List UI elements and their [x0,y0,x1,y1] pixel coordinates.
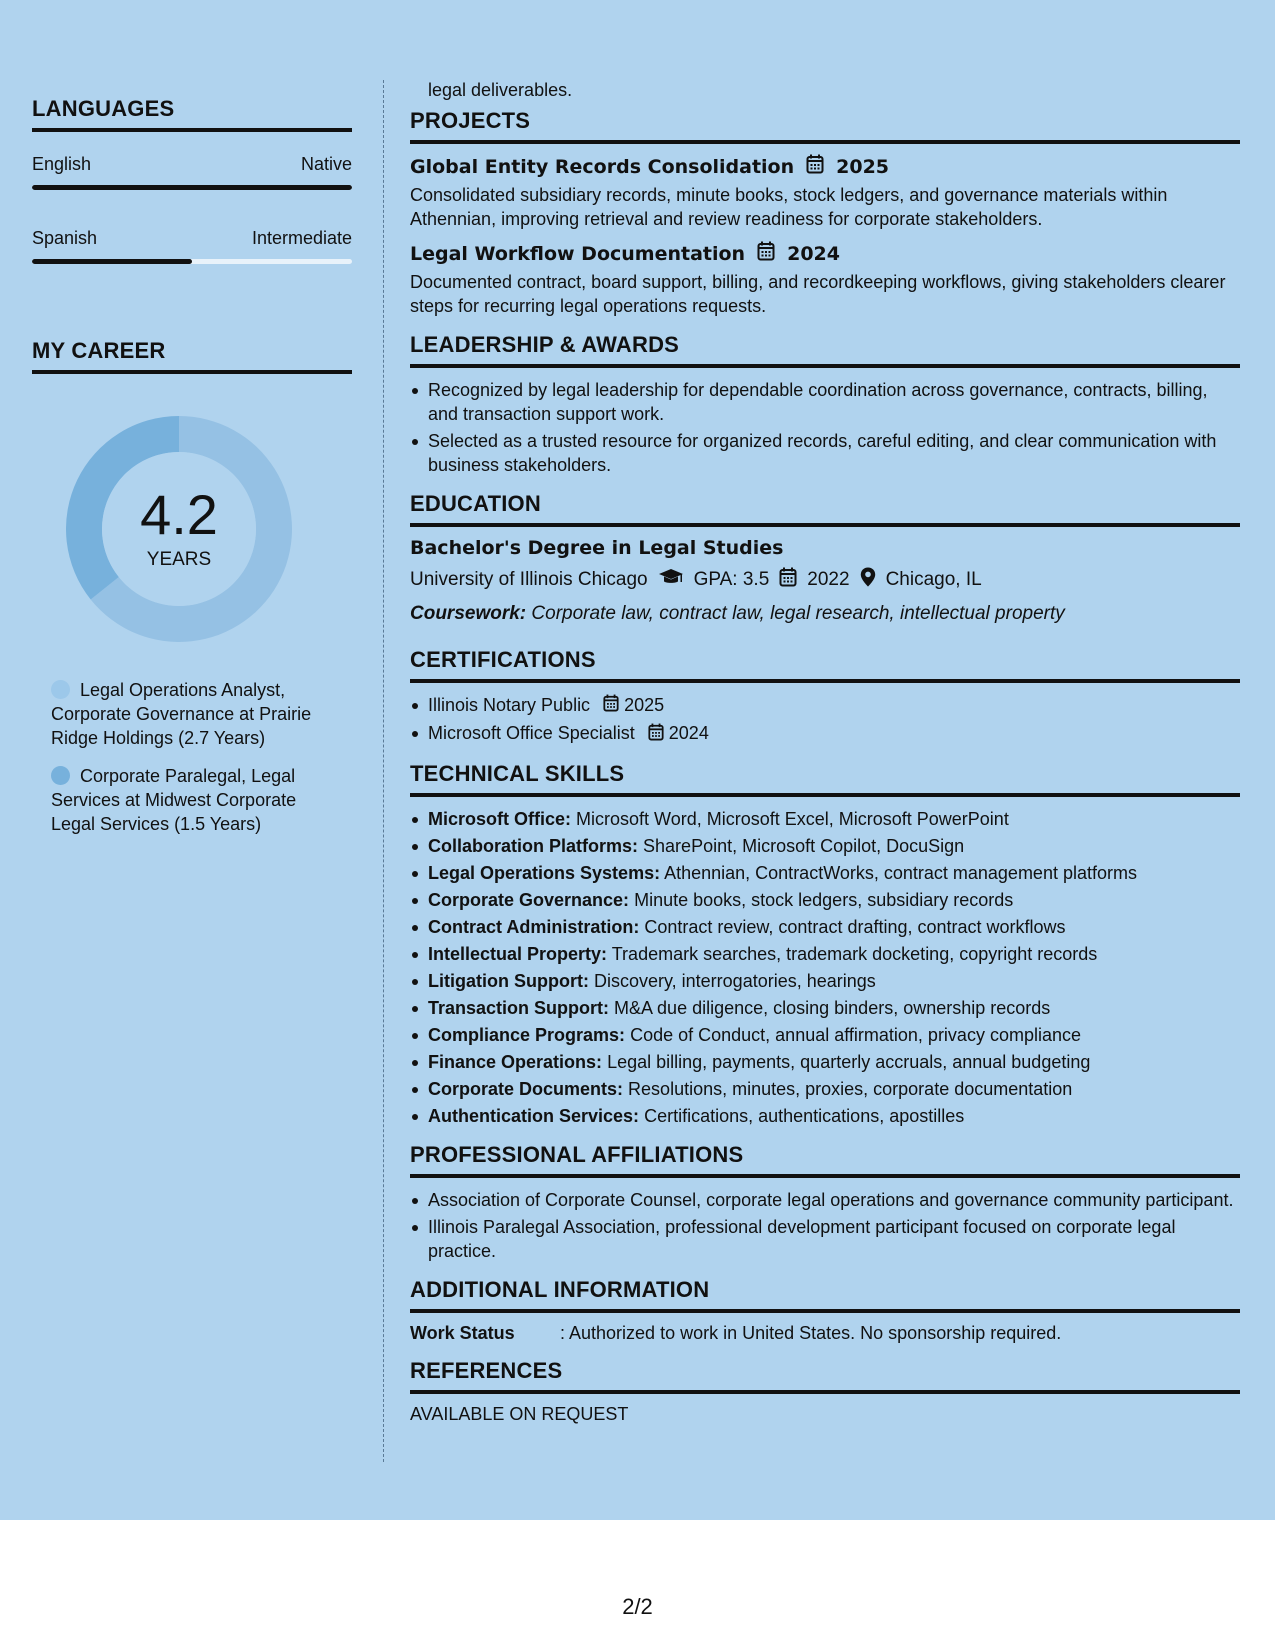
language-item [32,228,352,264]
skill-values: Trademark searches, trademark docketing, copyright records [611,943,1098,964]
school-location: Chicago, IL [885,569,982,590]
certification-name: Illinois Notary Public [428,695,591,715]
skill-item [410,888,1240,912]
project-item [410,241,1240,318]
work-status-value: : Authorized to work in United States. No sponsorship required. [560,1322,1062,1343]
skill-item [410,807,1240,831]
skill-values: Certifications, authentications, apostilles [644,1105,965,1126]
career-legend-item [51,764,331,836]
legend-dot-icon [51,680,70,699]
skill-item [410,1077,1240,1101]
work-status-label: Work Status [410,1322,515,1343]
skill-category: Intellectual Property: [428,943,608,964]
skill-category: Microsoft Office: [428,808,572,829]
certifications-list [410,693,1240,747]
calendar-icon [603,694,619,718]
skill-item [410,969,1240,993]
coursework-text: Corporate law, contract law, legal research, intellectual property [531,603,1065,624]
skill-item [410,1050,1240,1074]
skills-list [410,807,1240,1128]
skill-item [410,915,1240,939]
calendar-icon [648,723,664,747]
skill-item [410,1023,1240,1047]
references-text: AVAILABLE ON REQUEST [410,1403,629,1424]
left-column [32,96,352,850]
skill-item [410,942,1240,966]
languages-title: LANGUAGES [32,96,352,132]
skill-category: Corporate Governance: [428,889,630,910]
skill-values: Athennian, ContractWorks, contract management platforms [664,862,1137,883]
degree-title: Bachelor's Degree in Legal Studies [410,537,784,559]
skill-category: Contract Administration: [428,916,640,937]
project-name: Global Entity Records Consolidation [410,155,795,178]
language-level: Native [300,154,352,174]
language-proficiency-fill [32,185,352,190]
skill-item [410,834,1240,858]
list-item: Recognized by legal leadership for dependable coordination across governance, contracts, billing, and transaction support work. [410,378,1240,426]
certification-year: 2024 [668,723,709,744]
skill-values: Contract review, contract drafting, contract workflows [644,916,1066,937]
skill-category: Authentication Services: [428,1105,640,1126]
career-legend-item [51,678,331,750]
career-legend-label: Legal Operations Analyst, Corporate Governance at Prairie Ridge Holdings (2.7 Years) [51,680,312,748]
language-name: English [32,154,92,174]
location-pin-icon [860,567,876,593]
column-divider [383,80,384,1462]
projects-title: PROJECTS [410,108,1240,144]
page-number: 2/2 [622,1594,653,1619]
additional-info-title: ADDITIONAL INFORMATION [410,1277,1240,1313]
skill-category: Finance Operations: [428,1051,603,1072]
graduation-cap-icon [658,568,684,592]
skills-title: TECHNICAL SKILLS [410,761,1240,797]
references-title: REFERENCES [410,1358,1240,1394]
skill-values: SharePoint, Microsoft Copilot, DocuSign [643,835,965,856]
skill-values: M&A due diligence, closing binders, ownership records [614,997,1051,1018]
skill-item [410,996,1240,1020]
project-year: 2025 [836,155,890,178]
skill-values: Code of Conduct, annual affirmation, privacy compliance [630,1024,1081,1045]
language-level: Intermediate [251,228,352,248]
language-proficiency-bar [32,259,352,264]
project-year: 2024 [787,242,840,265]
career-title: MY CAREER [32,338,352,374]
list-item: Illinois Paralegal Association, professional development participant focused on corporate legal practice. [410,1215,1240,1263]
project-description: Documented contract, board support, billing, and recordkeeping workflows, giving stakeholders clearer steps for recurring legal operations requests. [410,272,1226,316]
work-status-row [410,1323,1240,1344]
legend-dot-icon [51,766,70,785]
list-item [410,721,1240,746]
right-column [410,78,1240,1425]
project-name: Legal Workflow Documentation [410,242,746,265]
calendar-icon [779,567,797,593]
skill-item [410,861,1240,885]
list-item [410,693,1240,718]
affiliations-list [410,1188,1240,1263]
skill-category: Corporate Documents: [428,1078,624,1099]
skill-category: Legal Operations Systems: [428,862,661,883]
skill-category: Compliance Programs: [428,1024,626,1045]
skill-values: Microsoft Word, Microsoft Excel, Microsoft PowerPoint [576,808,1009,829]
school-name: University of Illinois Chicago [410,569,648,590]
language-proficiency-bar [32,185,352,190]
list-item: Selected as a trusted resource for organized records, careful editing, and clear communication with business stakeholders. [410,429,1240,477]
language-name: Spanish [32,228,98,248]
leadership-title: LEADERSHIP & AWARDS [410,332,1240,368]
skill-values: Discovery, interrogatories, hearings [593,970,876,991]
gpa: GPA: 3.5 [693,569,770,590]
calendar-icon [806,154,824,179]
education-meta [410,567,1240,593]
education-title: EDUCATION [410,491,1240,527]
coursework-label: Coursework: [410,603,527,624]
calendar-icon [757,241,775,266]
list-item: Association of Corporate Counsel, corporate legal operations and governance community participant. [410,1188,1240,1212]
skill-category: Collaboration Platforms: [428,835,639,856]
career-total-value: 4.2 [140,483,218,546]
career-legend-label: Corporate Paralegal, Legal Services at Midwest Corporate Legal Services (1.5 Years) [51,766,297,834]
continued-text: legal deliverables. [428,80,573,100]
career-legend [51,678,331,836]
language-item [32,154,352,190]
certifications-title: CERTIFICATIONS [410,647,1240,683]
certification-year: 2025 [624,695,665,715]
graduation-year: 2022 [807,569,850,590]
coursework [410,603,1240,625]
language-proficiency-fill [32,259,192,264]
project-description: Consolidated subsidiary records, minute books, stock ledgers, and governance materials within Athennian, improving retrieval and review readiness for corporate stakeholders. [410,185,1168,229]
skill-values: Minute books, stock ledgers, subsidiary records [634,889,1014,910]
skill-values: Resolutions, minutes, proxies, corporate documentation [628,1078,1073,1099]
project-item [410,154,1240,231]
certification-name: Microsoft Office Specialist [428,723,635,744]
career-donut-chart [66,416,292,642]
skill-item [410,1104,1240,1128]
affiliations-title: PROFESSIONAL AFFILIATIONS [410,1142,1240,1178]
career-total-unit: YEARS [146,549,212,570]
skill-category: Litigation Support: [428,970,589,991]
skill-category: Transaction Support: [428,997,610,1018]
skill-values: Legal billing, payments, quarterly accruals, annual budgeting [607,1051,1091,1072]
leadership-list [410,378,1240,477]
